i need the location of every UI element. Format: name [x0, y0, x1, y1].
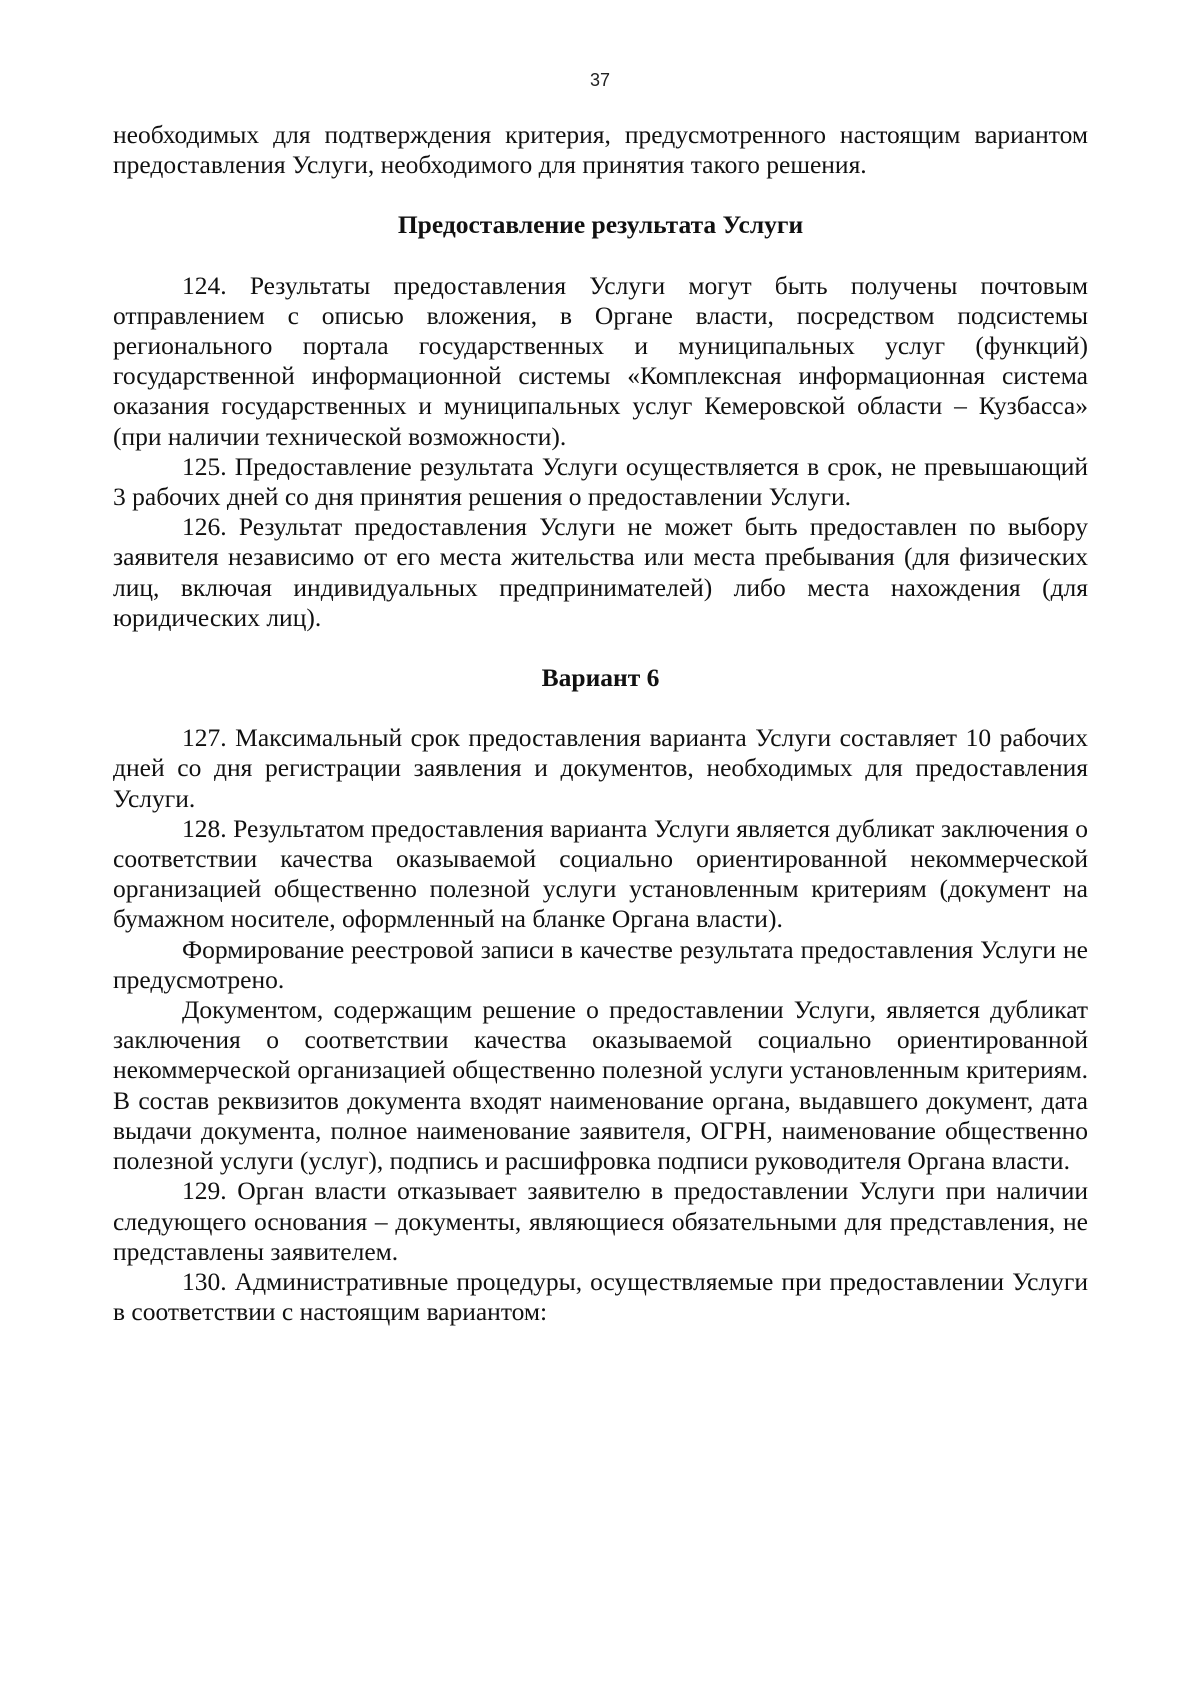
- paragraph-125: 125. Предоставление результата Услуги осуществляется в срок, не превышающий 3 рабочих дней со дня принятия решения о предоставлении Услуги.: [113, 451, 1088, 512]
- paragraph-128: 128. Результатом предоставления варианта Услуги является дубликат заключения о соответствии качества оказываемой социально ориентированной некоммерческой организацией общественно полезной услуги установленным критериям (документ на бумажном носителе, оформленный на бланке Органа власти).: [113, 813, 1088, 934]
- paragraph-126: 126. Результат предоставления Услуги не может быть предоставлен по выбору заявителя независимо от его места жительства или места пребывания (для физических лиц, включая индивидуальных предпринимателей) либо места нахождения (для юридических лиц).: [113, 512, 1088, 632]
- paragraph-129: 129. Орган власти отказывает заявителю в предоставлении Услуги при наличии следующего основания – документы, являющиеся обязательными для представления, не представлены заявителем.: [113, 1176, 1088, 1266]
- section-heading-result: Предоставление результата Услуги: [397, 210, 804, 240]
- document-body: [113, 120, 1088, 1327]
- paragraph-registry-record: Формирование реестровой записи в качестве результата предоставления Услуги не предусмотрено.: [113, 934, 1088, 994]
- paragraph-124: 124. Результаты предоставления Услуги могут быть получены почтовым отправлением с описью вложения, в Органе власти, посредством подсистемы регионального портала государственных и муниципальных услуг (функций) государственной информационной системы «Комплексная информационная система оказания государственных и муниципальных услуг Кемеровской области – Кузбасса» (при наличии технической возможности).: [113, 270, 1088, 451]
- continuation-paragraph: необходимых для подтверждения критерия, предусмотренного настоящим вариантом предоставления Услуги, необходимого для принятия такого решения.: [113, 120, 1088, 180]
- paragraph-127: 127. Максимальный срок предоставления варианта Услуги составляет 10 рабочих дней со дня регистрации заявления и документов, необходимых для предоставления Услуги.: [113, 723, 1088, 813]
- section-heading-variant-6: Вариант 6: [541, 663, 660, 693]
- paragraph-decision-document: Документом, содержащим решение о предоставлении Услуги, является дубликат заключения о соответствии качества оказываемой социально ориентированной некоммерческой организацией общественно полезной услуги установленным критериям. В состав реквизитов документа входят наименование органа, выдавшего документ, дата выдачи документа, полное наименование заявителя, ОГРН, наименование общественно полезной услуги (услуг), подпись и расшифровка подписи руководителя Органа власти.: [113, 995, 1088, 1176]
- page-number: 37: [589, 70, 611, 90]
- paragraph-130: 130. Административные процедуры, осуществляемые при предоставлении Услуги в соответствии с настоящим вариантом:: [113, 1266, 1088, 1327]
